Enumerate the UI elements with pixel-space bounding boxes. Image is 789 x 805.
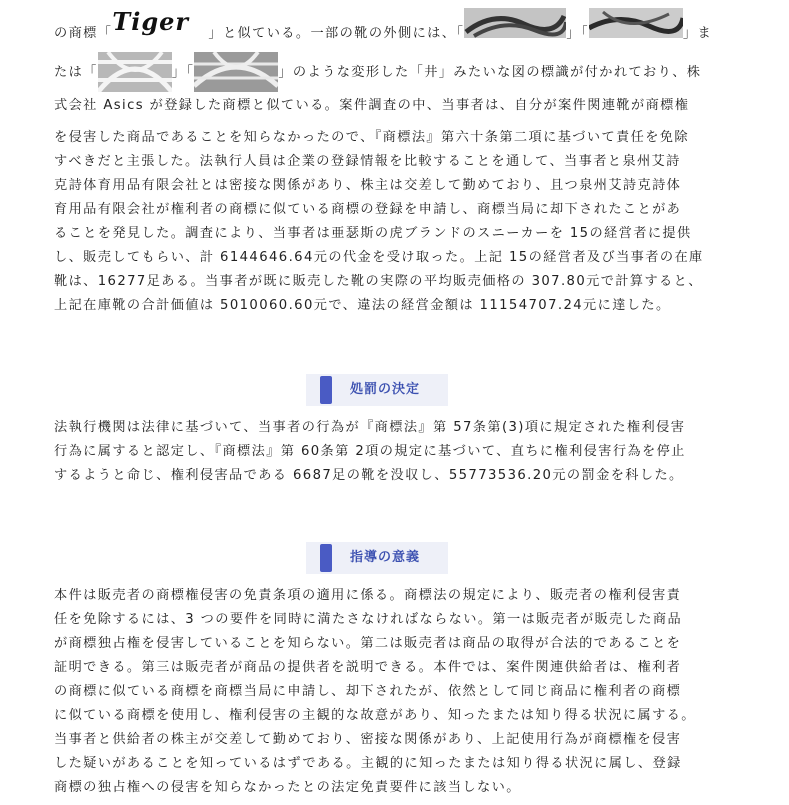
intro-line-9: し、販売してもらい、計 6144646.64元の代金を受け取った。上記 15の経営者及び当事者の在庫	[54, 250, 704, 265]
intro-line-1: の商標「Tiger 」と似ている。一部の靴の外側には、「 」「 」ま	[54, 7, 713, 41]
tiger-logo-image: Tiger	[112, 7, 190, 36]
penalty-line-2: 行為に属すると認定し、『商標法』第 60条第 2項の規定に基づいて、直ちに権利侵害行為を停止	[54, 444, 686, 459]
section-heading-penalty	[306, 374, 448, 406]
intro-paragraph	[54, 7, 734, 318]
section-title: 指導の意義	[350, 550, 421, 565]
intro-line-4: を侵害した商品であることを知らなかったので、『商標法』第六十条第二項に基づいて責任を免除	[54, 130, 689, 145]
significance-line-3: が商標独占権を侵害していることを知らない。第二は販売者は商品の取得が合法的であることを	[54, 636, 682, 651]
significance-line-9: 商標の独占権への侵害を知らなかったとの法定免責要件に該当しない。	[54, 780, 521, 795]
significance-line-6: に似ている商標を使用し、権利侵害の主観的な故意があり、知ったまたは知り得る状況に属する。	[54, 708, 696, 723]
intro-line-5: すべきだと主張した。法執行人員は企業の登録情報を比較することを通して、当事者と泉州艾詩	[54, 154, 681, 169]
penalty-line-3: するようと命じ、権利侵害品である 6687足の靴を没収し、55773536.20元の罰金を科した。	[54, 468, 684, 483]
significance-paragraph	[54, 584, 734, 800]
shoe-stripe-image-1	[464, 8, 566, 38]
section-title: 処罰の決定	[350, 382, 421, 397]
section-heading-significance	[306, 542, 448, 574]
significance-line-7: 当事者と供給者の株主が交差して勤めており、密接な関係があり、上記使用行為が商標権を侵害	[54, 732, 682, 747]
shoe-stripe-image-3	[98, 52, 172, 92]
shoe-stripe-image-4	[194, 52, 278, 92]
penalty-paragraph	[54, 416, 734, 488]
penalty-line-1: 法執行機関は法律に基づいて、当事者の行為が『商標法』第 57条第(3)項に規定された権利侵害	[54, 420, 686, 435]
intro-line-2: たは「 」「 」のような変形した「井」みたいな図の標識が付かれており、株	[54, 52, 734, 92]
significance-line-5: の商標に似ている商標を商標当局に申請し、却下されたが、依然として同じ商品に権利者の商標	[54, 684, 682, 699]
intro-line-6: 克詩体育用品有限会社とは密接な関係があり、株主は交差して勤めており、且つ泉州艾詩克詩体	[54, 178, 682, 193]
heading-accent-bar	[320, 544, 332, 572]
intro-line-8: ることを発見した。調査により、当事者は亜瑟斯の虎ブランドのスニーカーを 15の経営者に提供	[54, 226, 692, 241]
intro-line-7: 育用品有限会社が権利者の商標に似ている商標の登録を申請し、商標当局に却下されたことがあ	[54, 202, 682, 217]
significance-line-8: した疑いがあることを知っているはずである。主観的に知ったまたは知り得る状況に属し、登録	[54, 756, 682, 771]
intro-line-11: 上記在庫靴の合計価値は 5010060.60元で、違法の経営金額は 11154707.24元に達した。	[54, 298, 671, 313]
significance-line-2: 任を免除するには、3 つの要件を同時に満たさなければならない。第一は販売者が販売した商品	[54, 612, 683, 627]
heading-accent-bar	[320, 376, 332, 404]
significance-line-4: 証明できる。第三は販売者が商品の提供者を説明できる。本件では、案件関連供給者は、権利者	[54, 660, 682, 675]
intro-line-3: 式会社 Asics が登録した商標と似ている。案件調査の中、当事者は、自分が案件関連靴が商標権	[54, 98, 690, 113]
significance-line-1: 本件は販売者の商標権侵害の免責条項の適用に係る。商標法の規定により、販売者の権利侵害責	[54, 588, 682, 603]
shoe-stripe-image-2	[589, 8, 683, 38]
intro-line-10: 靴は、16277足ある。当事者が既に販売した靴の実際の平均販売価格の 307.80元で計算すると、	[54, 274, 703, 289]
